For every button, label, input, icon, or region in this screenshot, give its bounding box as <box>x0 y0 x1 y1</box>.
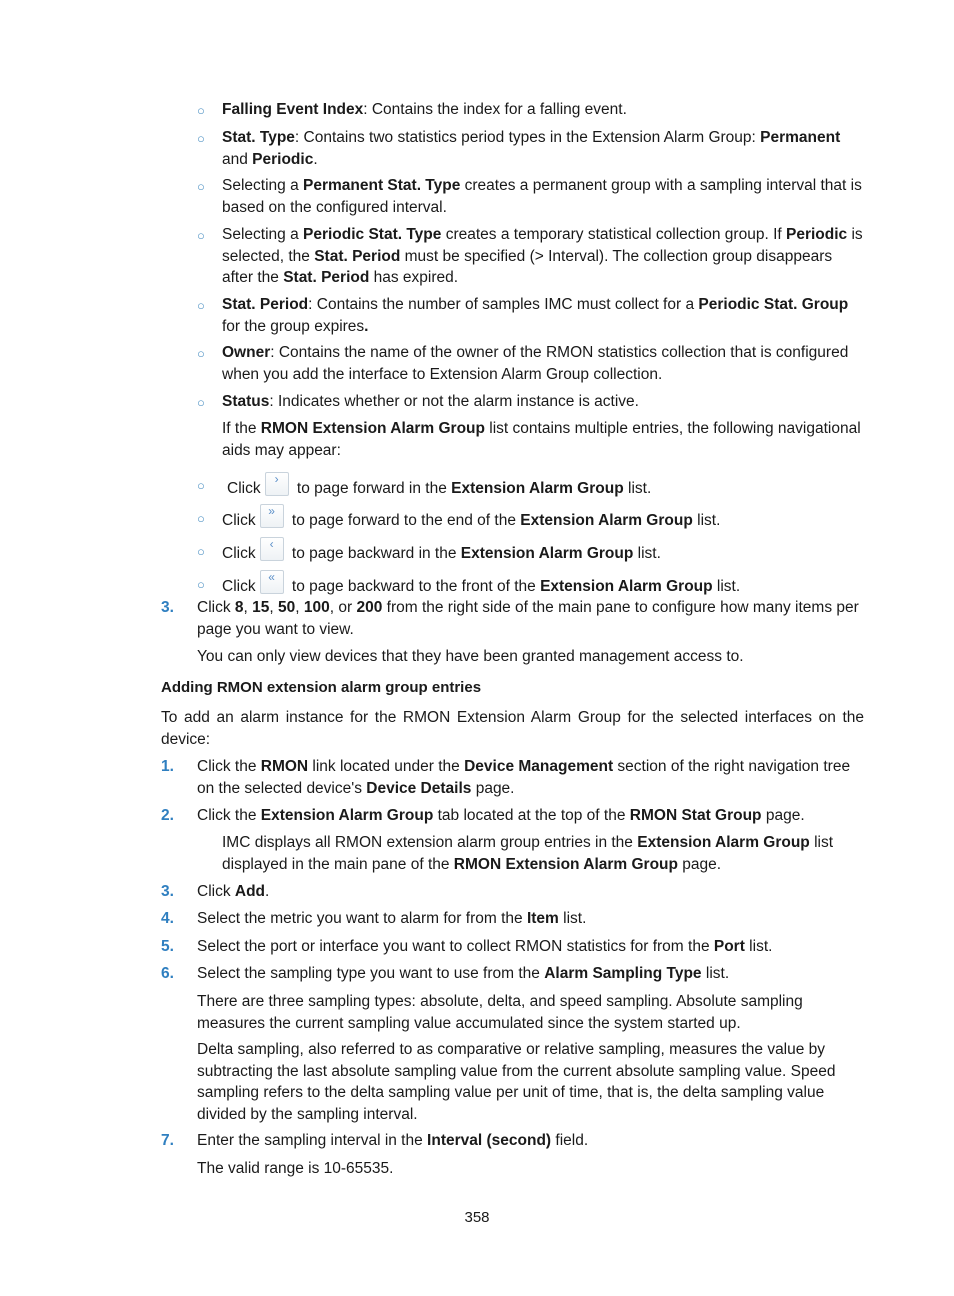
text: tab located at the top of the <box>433 807 630 824</box>
page-number: 358 <box>464 1209 490 1226</box>
term: Extension Alarm Group <box>260 807 434 824</box>
term: Port <box>713 938 745 955</box>
text: Click the <box>197 807 261 824</box>
text: Click <box>197 599 235 616</box>
term: 15 <box>252 599 270 616</box>
term: RMON Extension Alarm Group <box>453 855 678 873</box>
text: list. <box>623 480 652 497</box>
text: link located under the <box>308 758 465 775</box>
text: creates a permanent group with a sampling interval that is based on the configured interval. <box>222 177 862 216</box>
nav-item-first <box>222 570 864 598</box>
text: list. <box>558 910 587 927</box>
step-number: 5. <box>161 938 174 955</box>
term: 100 <box>303 599 330 616</box>
term: Device Management <box>464 758 614 775</box>
term: Extension Alarm Group <box>451 480 624 497</box>
text: list. <box>744 938 773 955</box>
text: must be specified (> Interval). The collection group disappears after the <box>222 247 833 286</box>
text: IMC displays all RMON extension alarm group entries in the <box>222 834 638 851</box>
text: : Contains two statistics period types in the Extension Alarm Group: <box>294 129 761 146</box>
text: Select the sampling type you want to use from the <box>197 965 545 982</box>
text: . <box>313 150 318 168</box>
text: : Contains the number of samples IMC must collect for a <box>308 296 699 313</box>
bullet-status <box>222 391 864 413</box>
step-note: The valid range is 10-65535. <box>197 1160 394 1177</box>
bullet-marker: ○ <box>197 544 205 559</box>
bullet-marker: ○ <box>197 103 205 118</box>
text: list. <box>692 512 721 529</box>
nav-item-previous <box>222 537 864 565</box>
text: field. <box>551 1132 589 1149</box>
text: : Contains the name of the owner of the RMON statistics collection that is configured when you add the interface to Extension Alarm Group collection. <box>222 344 849 383</box>
step-number: 7. <box>161 1132 174 1149</box>
text: to page backward in the <box>287 545 461 562</box>
term: Permanent <box>760 129 841 146</box>
text: creates a temporary statistical collection group. If <box>441 226 786 243</box>
term: Periodic <box>252 150 314 168</box>
text: Select the metric you want to alarm for from the <box>197 910 527 927</box>
term: Owner <box>222 344 271 361</box>
text: : Contains the index for a falling event. <box>363 101 627 118</box>
next-page-button[interactable] <box>265 472 289 496</box>
step-click-add <box>197 881 864 903</box>
bullet-marker: ○ <box>197 298 205 313</box>
term: RMON Stat Group <box>629 807 762 824</box>
text: to page backward to the front of the <box>287 578 541 595</box>
text: . <box>265 883 270 900</box>
text: , <box>269 599 279 616</box>
term: Device Details <box>366 779 472 797</box>
term: RMON <box>260 758 309 775</box>
text: to page forward to the end of the <box>287 512 521 529</box>
term: Stat. Period <box>314 247 401 265</box>
previous-page-button[interactable] <box>260 537 284 561</box>
text: Click the <box>197 758 261 775</box>
term: 8 <box>234 599 244 616</box>
text: page. <box>471 779 515 797</box>
text: list. <box>701 965 730 982</box>
step-click-tab <box>197 805 864 827</box>
nav-intro <box>222 418 864 461</box>
term: Alarm Sampling Type <box>544 965 702 982</box>
term: Falling Event Index <box>222 101 364 118</box>
chevron-right-icon: › <box>274 472 279 486</box>
step-number: 3. <box>161 883 174 900</box>
bullet-falling-event-index <box>222 99 864 121</box>
step-note: There are three sampling types: absolute, delta, and speed sampling. Absolute sampling measures the current sampling value accumulated since the system started up. <box>197 993 803 1032</box>
term: Status <box>222 393 270 410</box>
text: Click <box>222 545 256 562</box>
bullet-owner <box>222 342 864 385</box>
step-select-item <box>197 908 864 930</box>
text: Enter the sampling interval in the <box>197 1132 428 1149</box>
text: is selected, the <box>222 226 863 265</box>
term: 200 <box>356 599 383 616</box>
step-note <box>222 832 864 875</box>
last-page-button[interactable] <box>260 504 284 528</box>
term: Stat. Period <box>222 296 309 313</box>
term: Extension Alarm Group <box>460 545 634 562</box>
step-select-port <box>197 936 864 958</box>
term: Extension Alarm Group <box>637 834 810 851</box>
bullet-marker: ○ <box>197 228 205 243</box>
text: has expired. <box>369 269 459 286</box>
text: Click <box>227 480 261 497</box>
step-number: 1. <box>161 758 174 775</box>
text: list displayed in the main pane of the <box>222 834 834 873</box>
text: list. <box>712 578 741 595</box>
step-note: You can only view devices that they have been granted management access to. <box>197 648 744 665</box>
double-chevron-right-icon: » <box>268 504 275 518</box>
step-select-sampling-type <box>197 963 864 985</box>
term: Item <box>526 910 559 927</box>
text: Selecting a <box>222 177 303 194</box>
text: page. <box>761 807 805 824</box>
step-number: 2. <box>161 807 174 824</box>
text: , or <box>329 599 357 616</box>
step-number: 6. <box>161 965 174 982</box>
text: : Indicates whether or not the alarm instance is active. <box>269 393 639 410</box>
text: page. <box>678 855 722 873</box>
bullet-stat-period <box>222 294 864 337</box>
term: Periodic Stat. Type <box>303 226 442 243</box>
term: Stat. Period <box>283 269 370 286</box>
term: Interval (second) <box>427 1132 552 1149</box>
first-page-button[interactable] <box>260 570 284 594</box>
text: section of the right navigation tree on the selected device's <box>197 758 851 797</box>
term: Periodic Stat. Group <box>698 296 849 313</box>
term: Extension Alarm Group <box>540 578 713 595</box>
bullet-marker: ○ <box>197 478 205 493</box>
term: Stat. Type <box>222 129 295 146</box>
chevron-left-icon: ‹ <box>269 537 274 551</box>
bullet-marker: ○ <box>197 511 205 526</box>
term: Extension Alarm Group <box>520 512 693 529</box>
section-intro: To add an alarm instance for the RMON Extension Alarm Group for the selected interfaces on the device: <box>161 709 864 748</box>
text: for the group expires <box>222 317 365 335</box>
bullet-periodic <box>222 224 864 289</box>
term: Permanent Stat. Type <box>303 177 461 194</box>
text: , <box>295 599 304 616</box>
bullet-stat-type <box>222 127 864 170</box>
bullet-marker: ○ <box>197 179 205 194</box>
text: If the <box>222 420 261 437</box>
text: list. <box>633 545 661 562</box>
step-number: 4. <box>161 910 174 927</box>
text: Click <box>222 512 256 529</box>
step-number: 3. <box>161 599 174 616</box>
nav-item-next <box>227 472 869 500</box>
text: , <box>243 599 253 616</box>
section-heading: Adding RMON extension alarm group entries <box>161 679 482 696</box>
step-enter-interval <box>197 1130 864 1152</box>
step-items-per-page <box>197 597 864 640</box>
term: 50 <box>278 599 296 616</box>
bullet-marker: ○ <box>197 395 205 410</box>
bullet-permanent <box>222 175 864 218</box>
text: and <box>222 150 253 168</box>
nav-item-last <box>222 504 864 532</box>
text: Click <box>197 883 235 900</box>
text: Click <box>222 578 256 595</box>
text: to page forward in the <box>292 480 452 497</box>
term: . <box>364 317 369 335</box>
text: list contains multiple entries, the following navigational aids may appear: <box>222 420 861 459</box>
term: RMON Extension Alarm Group <box>260 420 485 437</box>
double-chevron-left-icon: « <box>268 570 275 584</box>
bullet-marker: ○ <box>197 577 205 592</box>
step-click-rmon <box>197 756 864 799</box>
bullet-marker: ○ <box>197 131 205 146</box>
term: Add <box>234 883 266 900</box>
term: Periodic <box>786 226 848 243</box>
text: from the right side of the main pane to configure how many items per page you want to view. <box>197 599 859 638</box>
text: Selecting a <box>222 226 303 243</box>
step-note: Delta sampling, also referred to as comparative or relative sampling, measures the value by subtracting the last absolute sampling value from the current absolute sampling value. Speed sampling refers to the delta sampling value per unit of time, that is, the delta sampling value divided by the sampling interval. <box>197 1041 836 1123</box>
text: Select the port or interface you want to collect RMON statistics for from the <box>197 938 714 955</box>
bullet-marker: ○ <box>197 346 205 361</box>
